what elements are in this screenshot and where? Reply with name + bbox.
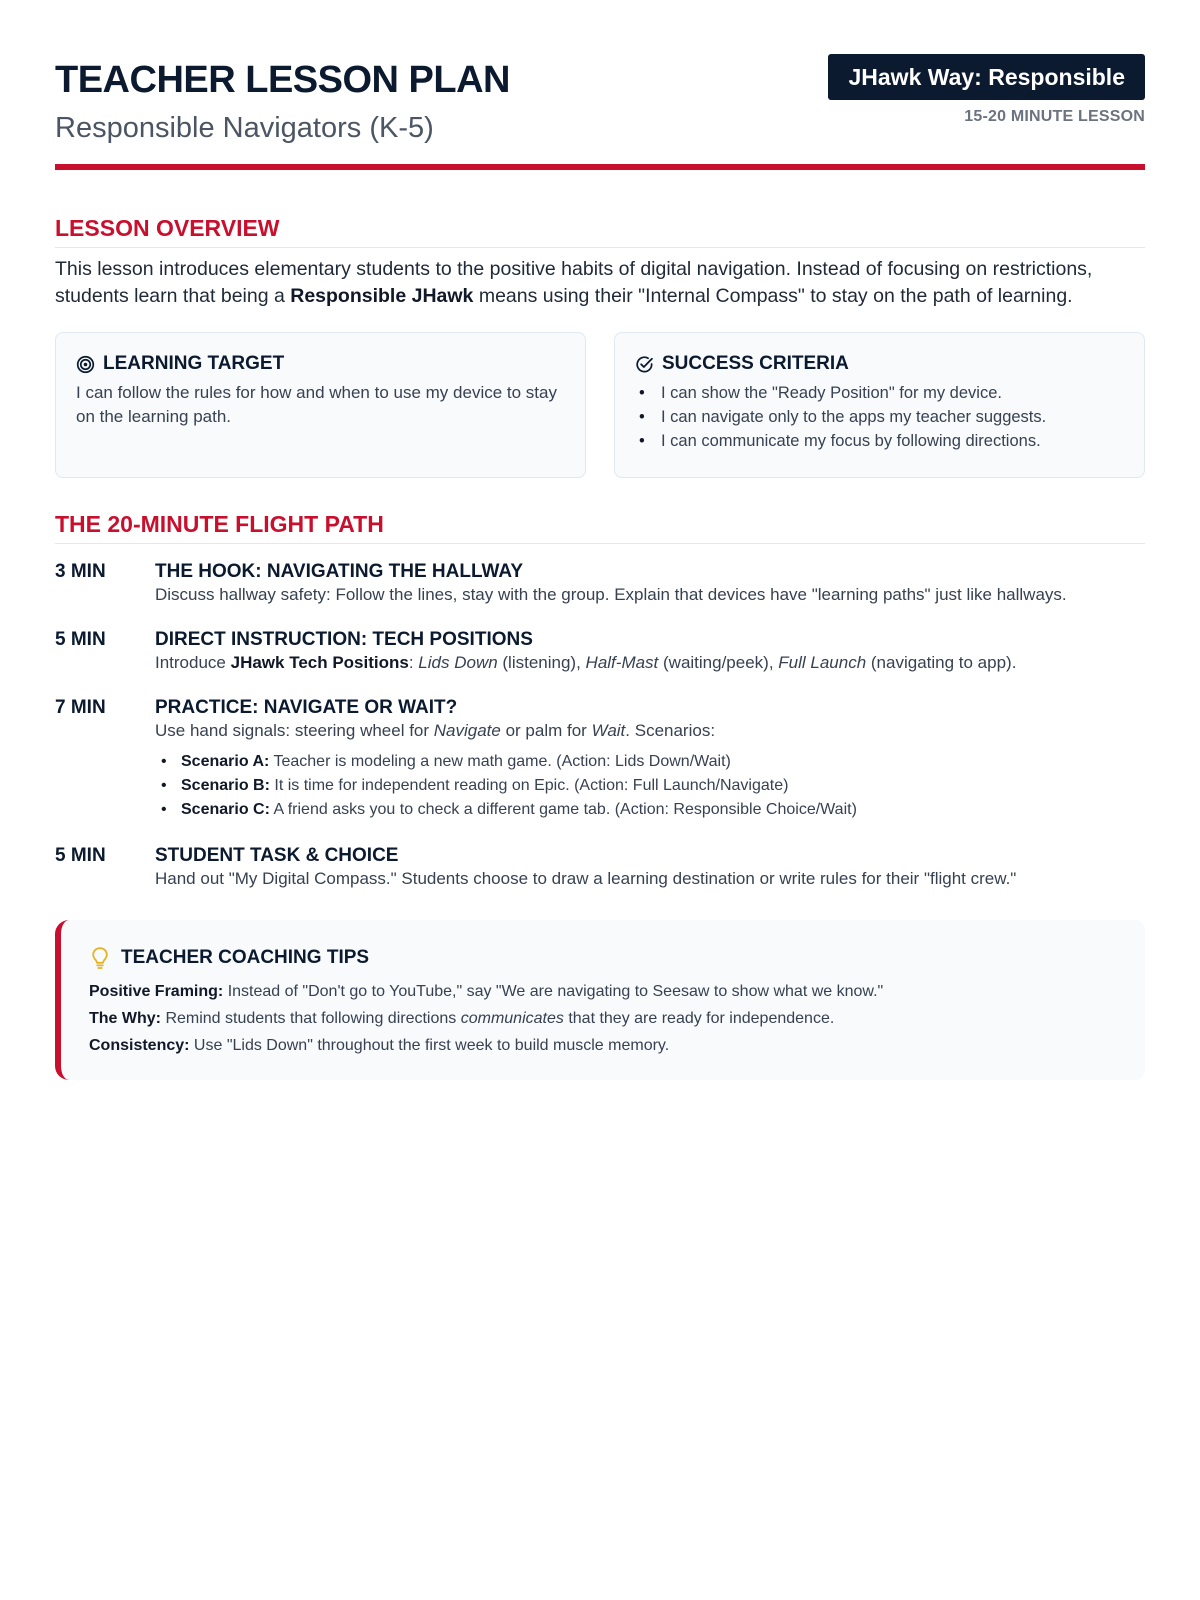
- list-item: • I can communicate my focus by following directions.: [635, 429, 1124, 453]
- scenario-text: It is time for independent reading on Epic. (Action: Full Launch/Navigate): [269, 777, 789, 794]
- coaching-tips-box: [55, 920, 1145, 1080]
- jhawk-way-badge: JHawk Way: Responsible: [828, 54, 1145, 100]
- header: [55, 0, 1145, 170]
- overview-text: [55, 256, 1145, 310]
- list-item: • I can navigate only to the apps my teacher suggests.: [635, 405, 1124, 429]
- position-lids-down: Lids Down: [418, 653, 498, 672]
- overview-text-part: This lesson introduces elementary students to the positive habits of digital navigation. Instead of focusing on restrictions, students learn that being a: [55, 258, 1093, 307]
- overview-heading: LESSON OVERVIEW: [55, 214, 1145, 248]
- coaching-tips-heading: [89, 946, 1117, 970]
- learning-target-card: [55, 332, 586, 478]
- text-part: . Scenarios:: [625, 721, 716, 740]
- step-time: 5 MIN: [55, 845, 106, 866]
- success-criteria-list: [635, 381, 1124, 453]
- text-part: (listening),: [497, 653, 586, 672]
- tip-consistency: [89, 1032, 1117, 1059]
- step-time: 5 MIN: [55, 629, 106, 650]
- scenario-text: Teacher is modeling a new math game. (Action: Lids Down/Wait): [269, 753, 731, 770]
- step-time: 7 MIN: [55, 697, 106, 718]
- overview-text-bold: Responsible JHawk: [290, 285, 474, 307]
- learning-target-title: LEARNING TARGET: [103, 353, 285, 374]
- text-part: Use hand signals: steering wheel for: [155, 721, 434, 740]
- success-criteria-title: SUCCESS CRITERIA: [662, 353, 849, 374]
- learning-target-text: I can follow the rules for how and when to use my device to stay on the learning path.: [76, 383, 557, 426]
- flight-path-steps: [55, 560, 1145, 890]
- step-practice: [55, 696, 1145, 822]
- list-item: [155, 774, 1145, 798]
- tip-text: Use "Lids Down" throughout the first week to build muscle memory.: [189, 1037, 670, 1054]
- step-description: [155, 652, 1145, 674]
- tip-positive-framing: [89, 978, 1117, 1005]
- tip-text: Instead of "Don't go to YouTube," say "We are navigating to Seesaw to show what we know.": [223, 983, 884, 1000]
- tip-label: The Why:: [89, 1010, 161, 1027]
- list-item: [155, 750, 1145, 774]
- step-description: Hand out "My Digital Compass." Students choose to draw a learning destination or write rules for their "flight crew.": [155, 869, 1017, 888]
- step-title: PRACTICE: NAVIGATE OR WAIT?: [155, 697, 458, 718]
- page-subtitle: Responsible Navigators (K-5): [55, 112, 434, 144]
- page-title: TEACHER LESSON PLAN: [55, 59, 510, 101]
- lesson-duration: 15-20 MINUTE LESSON: [964, 108, 1145, 125]
- position-half-mast: Half-Mast: [585, 653, 659, 672]
- success-criteria-card: [614, 332, 1145, 478]
- coaching-tips-list: [89, 978, 1117, 1059]
- text-part: :: [408, 653, 419, 672]
- scenario-label: Scenario C:: [181, 801, 270, 818]
- text-part: or palm for: [500, 721, 592, 740]
- scenario-list: [155, 750, 1145, 822]
- tip-label: Positive Framing:: [89, 983, 224, 1000]
- lightbulb-icon: [89, 946, 111, 970]
- target-criteria-cards: [55, 332, 1145, 478]
- tip-text: that they are ready for independence.: [563, 1010, 835, 1027]
- step-description: [155, 720, 1145, 742]
- step-hook: [55, 560, 1145, 606]
- tip-the-why: [89, 1005, 1117, 1032]
- text-bold: JHawk Tech Positions: [230, 653, 409, 672]
- flight-path-heading: THE 20-MINUTE FLIGHT PATH: [55, 510, 1145, 544]
- scenario-text: A friend asks you to check a different game tab. (Action: Responsible Choice/Wait): [269, 801, 857, 818]
- check-badge-icon: [635, 355, 654, 374]
- overview-text-part: means using their "Internal Compass" to stay on the path of learning.: [473, 285, 1073, 307]
- text-emphasis: Navigate: [433, 721, 501, 740]
- scenario-label: Scenario A:: [181, 753, 270, 770]
- position-full-launch: Full Launch: [778, 653, 867, 672]
- step-title: THE HOOK: NAVIGATING THE HALLWAY: [155, 561, 524, 582]
- list-item: [155, 798, 1145, 822]
- tip-emphasis: communicates: [460, 1010, 564, 1027]
- step-time: 3 MIN: [55, 561, 106, 582]
- tip-label: Consistency:: [89, 1037, 190, 1054]
- learning-target-heading: [76, 353, 565, 375]
- text-emphasis: Wait: [591, 721, 626, 740]
- step-direct-instruction: [55, 628, 1145, 674]
- text-part: (waiting/peek),: [658, 653, 779, 672]
- step-student-task: [55, 844, 1145, 890]
- tip-text: Remind students that following directions: [161, 1010, 461, 1027]
- text-part: Introduce: [155, 653, 231, 672]
- list-item: • I can show the "Ready Position" for my device.: [635, 381, 1124, 405]
- step-title: STUDENT TASK & CHOICE: [155, 845, 399, 866]
- coaching-tips-title: TEACHER COACHING TIPS: [121, 947, 370, 968]
- target-icon: [76, 355, 95, 374]
- step-title: DIRECT INSTRUCTION: TECH POSITIONS: [155, 629, 533, 650]
- scenario-label: Scenario B:: [181, 777, 270, 794]
- text-part: (navigating to app).: [866, 653, 1017, 672]
- step-description: Discuss hallway safety: Follow the lines, stay with the group. Explain that devices have "learning paths" just like hallways.: [155, 585, 1067, 604]
- success-criteria-heading: [635, 353, 1124, 375]
